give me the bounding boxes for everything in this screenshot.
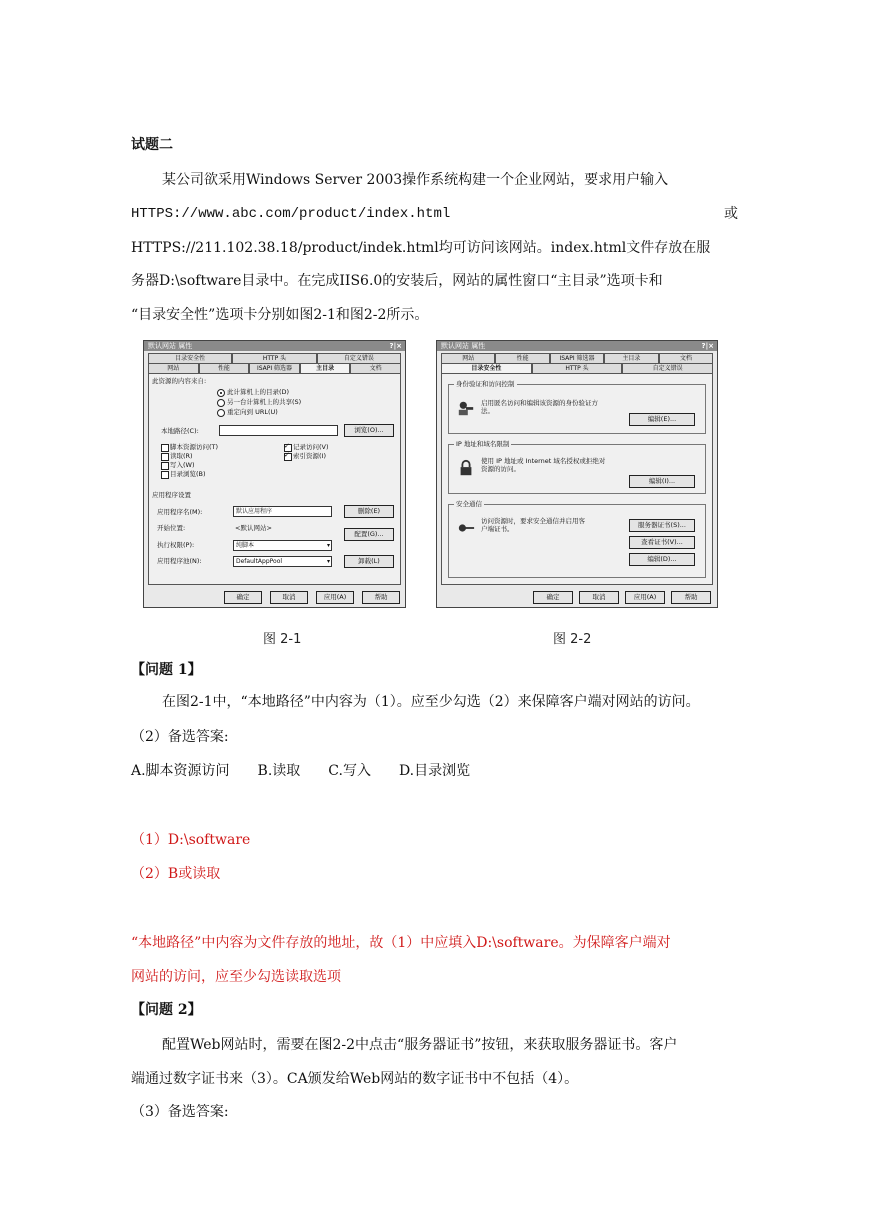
dialog-title: 默认网站 属性 <box>148 342 193 350</box>
configure-button[interactable]: 配置(G)... <box>344 528 394 541</box>
tab-custom-errors[interactable]: 自定义错误 <box>622 363 713 373</box>
tab-website[interactable]: 网站 <box>441 353 495 363</box>
ok-button[interactable]: 确定 <box>224 591 262 604</box>
checkbox-script-access[interactable] <box>161 444 169 452</box>
tab-documents[interactable]: 文档 <box>659 353 713 363</box>
help-button[interactable]: 帮助 <box>671 591 711 604</box>
server-certificate-button[interactable]: 服务器证书(S)... <box>629 519 695 532</box>
or-text: 或 <box>724 206 738 222</box>
figure-2-2-caption: 图 2-2 <box>553 632 592 647</box>
checkbox-index-resource[interactable] <box>284 453 292 461</box>
tab-directory-security[interactable]: 目录安全性 <box>148 353 232 363</box>
chevron-down-icon: ▾ <box>326 558 330 565</box>
tab-isapi-filters[interactable]: ISAPI 筛选器 <box>550 353 604 363</box>
lock-icon <box>457 459 475 477</box>
question-1-title: 【问题 1】 <box>131 662 202 678</box>
intro-line: HTTPS://211.102.38.18/product/indek.html均可访问该网站。index.html文件存放在服 <box>131 240 711 256</box>
cancel-button[interactable]: 取消 <box>579 591 619 604</box>
checkbox-label: 目录浏览(B) <box>170 470 206 478</box>
figure-2-2-dialog <box>436 340 718 608</box>
tab-performance[interactable]: 性能 <box>495 353 549 363</box>
question-2-text: 配置Web网站时，需要在图2-2中点击“服务器证书”按钮，来获取服务器证书。客户 <box>162 1037 678 1053</box>
url-text: HTTPS://www.abc.com/product/index.html <box>131 206 451 222</box>
dialog-titlebar <box>437 341 717 351</box>
app-settings-label: 应用程序设置 <box>152 491 191 499</box>
secure-comm-group <box>448 500 706 578</box>
question-2-title: 【问题 2】 <box>131 1002 202 1018</box>
checkbox-label: 写入(W) <box>170 461 195 469</box>
auth-edit-button[interactable]: 编辑(E)... <box>629 413 695 426</box>
radio-label: 重定向到 URL(U) <box>227 408 278 416</box>
start-point-value: <默认网站> <box>235 524 272 532</box>
local-path-field[interactable] <box>219 425 338 436</box>
cancel-button[interactable]: 取消 <box>270 591 308 604</box>
ok-button[interactable]: 确定 <box>533 591 573 604</box>
answer-1: （1）D:\software <box>131 832 251 848</box>
radio-redirect-url[interactable] <box>217 409 225 417</box>
start-point-label: 开始位置: <box>157 524 186 532</box>
app-name-field[interactable]: 默认应用程序 <box>233 506 332 517</box>
local-path-label: 本地路径(C): <box>161 427 199 435</box>
figure-2-1-caption: 图 2-1 <box>263 632 302 647</box>
tab-documents[interactable]: 文档 <box>350 363 401 373</box>
ip-edit-button[interactable]: 编辑(I)... <box>629 475 695 488</box>
app-pool-value: DefaultAppPool <box>236 558 283 565</box>
tab-website[interactable]: 网站 <box>148 363 199 373</box>
auth-group-title: 身份验证和访问控制 <box>456 380 515 388</box>
app-pool-select[interactable] <box>233 556 332 567</box>
secure-comm-group-title: 安全通信 <box>456 500 482 508</box>
key-person-icon <box>457 399 475 417</box>
figure-2-1-dialog <box>143 340 406 608</box>
checkbox-read[interactable] <box>161 453 169 461</box>
app-name-label: 应用程序名(M): <box>157 508 203 516</box>
checkbox-label: 记录访问(V) <box>293 443 329 451</box>
auth-description: 启用匿名访问和编辑该资源的身份验证方法。 <box>481 399 598 415</box>
apply-button[interactable]: 应用(A) <box>625 591 665 604</box>
question-1-options: A.脚本资源访问 B.读取 C.写入 D.目录浏览 <box>131 763 471 779</box>
tab-http-headers[interactable]: HTTP 头 <box>532 363 623 373</box>
auth-group <box>448 380 706 434</box>
content-source-label: 此资源的内容来自: <box>152 377 207 385</box>
unload-button[interactable]: 卸载(L) <box>344 555 394 568</box>
intro-line: 某公司欲采用Windows Server 2003操作系统构建一个企业网站，要求用户输入 <box>162 172 669 188</box>
help-close-icon: ?|× <box>389 342 402 350</box>
tab-http-headers[interactable]: HTTP 头 <box>232 353 316 363</box>
tab-home-directory[interactable]: 主目录 <box>604 353 658 363</box>
intro-url-line <box>131 205 738 223</box>
question-1-options-label: （2）备选答案: <box>131 729 229 745</box>
checkbox-label: 脚本资源访问(T) <box>170 443 219 451</box>
checkbox-label: 索引资源(I) <box>293 452 326 460</box>
app-pool-label: 应用程序池(N): <box>157 557 202 565</box>
radio-network-share[interactable] <box>217 399 225 407</box>
exec-permissions-label: 执行权限(P): <box>157 541 195 549</box>
tab-directory-security[interactable]: 目录安全性 <box>441 363 532 373</box>
explanation-line: “本地路径”中内容为文件存放的地址，故（1）中应填入D:\software。为保障客户端对 <box>131 935 671 951</box>
key-icon <box>457 519 475 537</box>
section-heading: 试题二 <box>131 137 173 153</box>
checkbox-directory-browsing[interactable] <box>161 471 169 479</box>
apply-button[interactable]: 应用(A) <box>316 591 354 604</box>
tab-row-top <box>441 353 713 363</box>
tab-row-bottom <box>148 363 401 373</box>
ip-group-title: IP 地址和域名限制 <box>456 440 510 448</box>
directory-security-panel <box>441 373 713 585</box>
tab-row-bottom <box>441 363 713 373</box>
question-2-options-label: （3）备选答案: <box>131 1104 229 1120</box>
tab-performance[interactable]: 性能 <box>199 363 250 373</box>
question-2-text: 端通过数字证书来（3）。CA颁发给Web网站的数字证书中不包括（4）。 <box>131 1071 579 1087</box>
tab-custom-errors[interactable]: 自定义错误 <box>317 353 401 363</box>
intro-line: “目录安全性”选项卡分别如图2-1和图2-2所示。 <box>131 307 429 323</box>
browse-button[interactable]: 浏览(O)... <box>344 424 394 437</box>
dialog-titlebar <box>144 341 405 351</box>
checkbox-label: 读取(R) <box>170 452 193 460</box>
tab-row-top <box>148 353 401 363</box>
secure-comm-description: 访问资源时，要求安全通信并启用客户端证书。 <box>481 517 585 533</box>
help-close-icon: ?|× <box>701 342 714 350</box>
checkbox-write[interactable] <box>161 462 169 470</box>
radio-label: 另一台计算机上的共享(S) <box>227 398 302 406</box>
chevron-down-icon: ▾ <box>326 542 330 549</box>
secure-edit-button[interactable]: 编辑(D)... <box>629 553 695 566</box>
ip-description: 使用 IP 地址或 Internet 域名授权或拒绝对资源的访问。 <box>481 457 606 473</box>
intro-line: 务器D:\software目录中。在完成IIS6.0的安装后，网站的属性窗口“主目录”选项卡和 <box>131 273 663 289</box>
tab-isapi-filters[interactable]: ISAPI 筛选器 <box>249 363 300 373</box>
dialog-title: 默认网站 属性 <box>441 342 486 350</box>
remove-button[interactable]: 删除(E) <box>344 505 394 518</box>
tab-home-directory[interactable]: 主目录 <box>300 363 351 373</box>
help-button[interactable]: 帮助 <box>362 591 400 604</box>
exec-permissions-select[interactable] <box>233 540 332 551</box>
radio-label: 此计算机上的目录(D) <box>227 388 290 396</box>
question-1-text: 在图2-1中，“本地路径”中内容为（1）。应至少勾选（2）来保障客户端对网站的访问。 <box>162 694 700 710</box>
home-directory-panel <box>148 373 401 585</box>
view-certificate-button[interactable]: 查看证书(V)... <box>629 536 695 549</box>
answer-2: （2）B或读取 <box>131 866 221 882</box>
explanation-line: 网站的访问，应至少勾选读取选项 <box>131 969 341 985</box>
exec-permissions-value: 纯脚本 <box>236 542 255 549</box>
radio-local-directory[interactable] <box>217 389 225 397</box>
ip-group <box>448 440 706 494</box>
